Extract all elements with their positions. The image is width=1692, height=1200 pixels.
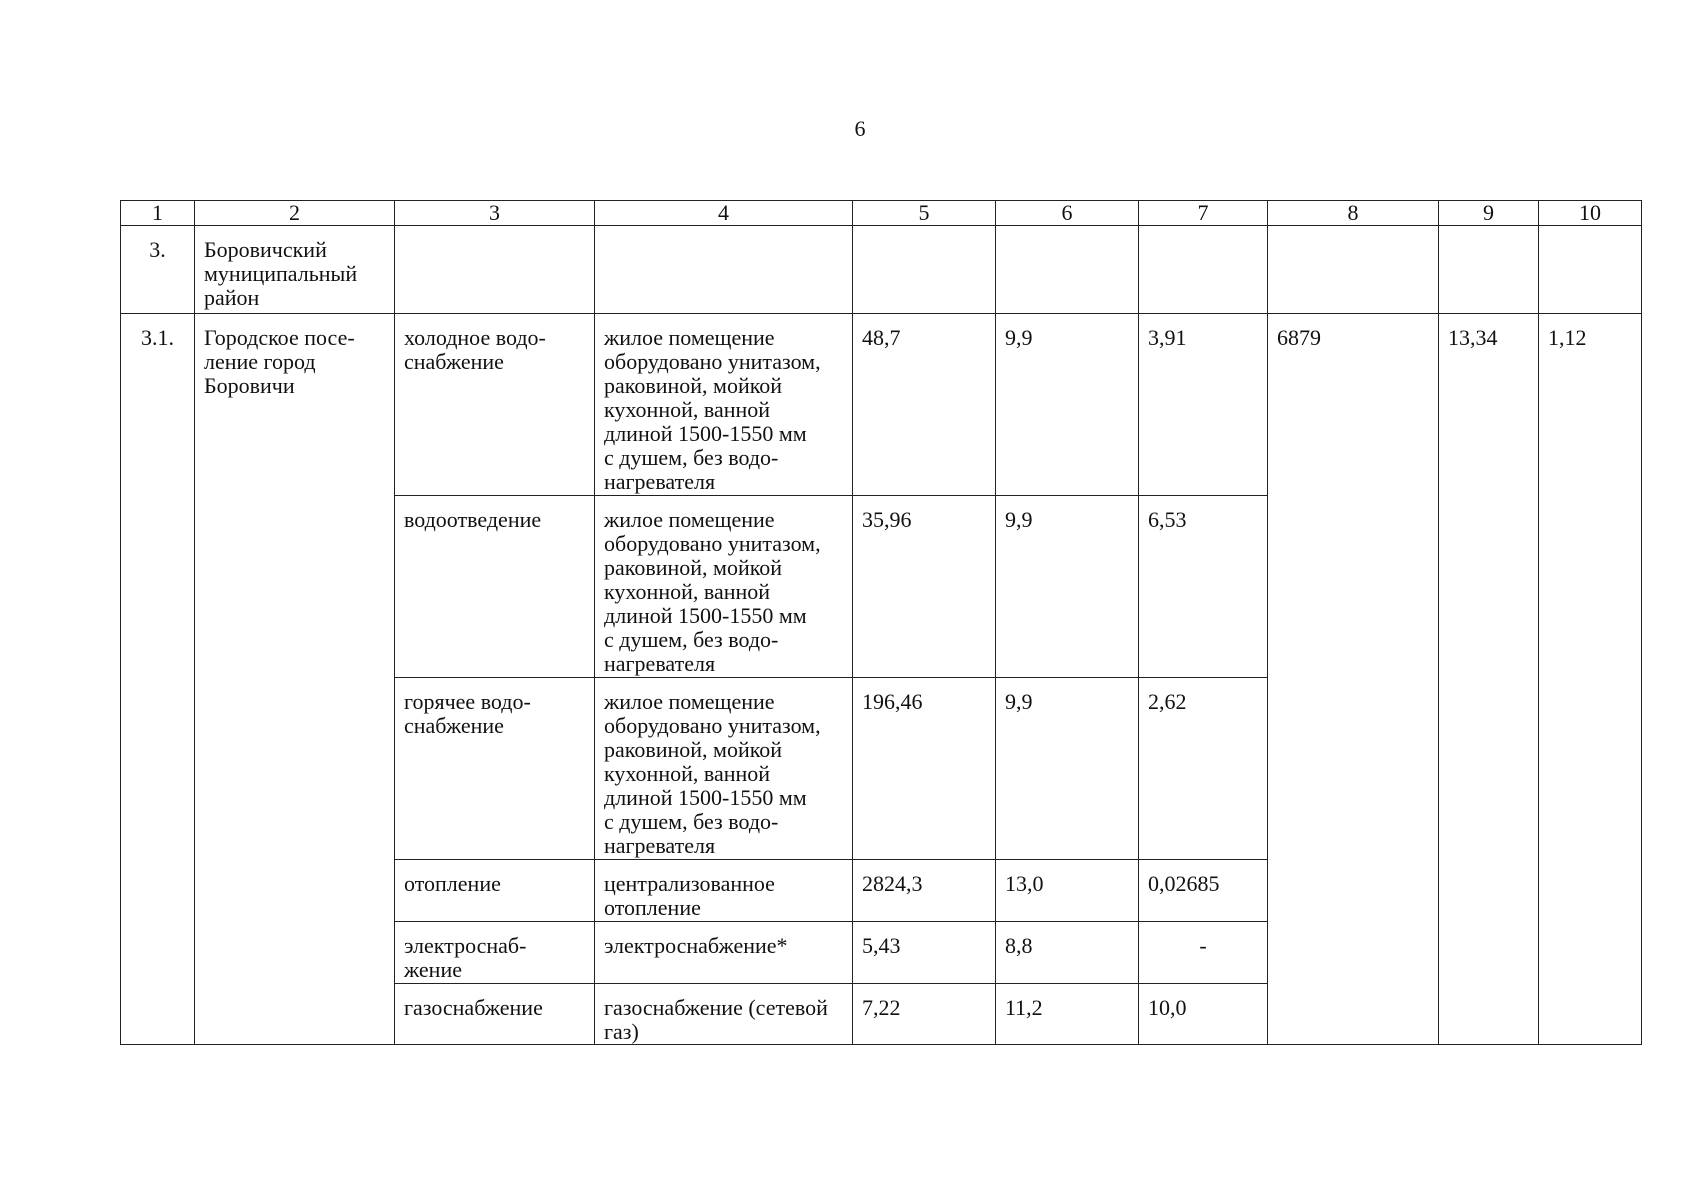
header-col-2: 2	[195, 201, 395, 226]
district-name: Боровичский муниципальный район	[195, 226, 395, 314]
header-col-3: 3	[395, 201, 595, 226]
service-description: электроснабжение*	[595, 922, 853, 984]
district-row	[121, 226, 1642, 314]
settlement-number: 3.1.	[121, 314, 195, 1045]
service-description: жилое помещение оборудовано унитазом, раковиной, мойкой кухонной, ванной длиной 1500-1550 мм с душем, без водо- нагревателя	[595, 678, 853, 860]
value-col-7: 3,91	[1139, 314, 1268, 496]
value-col-6: 9,9	[996, 496, 1139, 678]
value-col-6: 11,2	[996, 984, 1139, 1045]
service-name: горячее водо- снабжение	[395, 678, 595, 860]
header-col-6: 6	[996, 201, 1139, 226]
header-col-5: 5	[853, 201, 996, 226]
value-col-5: 7,22	[853, 984, 996, 1045]
service-name: водоотведение	[395, 496, 595, 678]
service-description: жилое помещение оборудовано унитазом, раковиной, мойкой кухонной, ванной длиной 1500-1550 мм с душем, без водо- нагревателя	[595, 314, 853, 496]
value-col-7: 2,62	[1139, 678, 1268, 860]
header-col-7: 7	[1139, 201, 1268, 226]
district-empty-4	[595, 226, 853, 314]
header-col-9: 9	[1439, 201, 1539, 226]
table-row	[121, 314, 1642, 496]
header-col-1: 1	[121, 201, 195, 226]
value-col-5: 48,7	[853, 314, 996, 496]
district-empty-8	[1268, 226, 1439, 314]
service-name: отопление	[395, 860, 595, 922]
district-empty-3	[395, 226, 595, 314]
value-col-6: 13,0	[996, 860, 1139, 922]
settlement-col-10: 1,12	[1539, 314, 1642, 1045]
service-name: электроснаб- жение	[395, 922, 595, 984]
service-name: газоснабжение	[395, 984, 595, 1045]
district-number: 3.	[121, 226, 195, 314]
value-col-6: 8,8	[996, 922, 1139, 984]
district-empty-9	[1439, 226, 1539, 314]
settlement-col-8: 6879	[1268, 314, 1439, 1045]
service-description: газоснабжение (сетевой газ)	[595, 984, 853, 1045]
header-col-8: 8	[1268, 201, 1439, 226]
value-col-5: 196,46	[853, 678, 996, 860]
value-col-6: 9,9	[996, 678, 1139, 860]
page-number: 6	[854, 116, 866, 141]
service-description: жилое помещение оборудовано унитазом, раковиной, мойкой кухонной, ванной длиной 1500-1550 мм с душем, без водо- нагревателя	[595, 496, 853, 678]
value-col-7: 6,53	[1139, 496, 1268, 678]
header-col-10: 10	[1539, 201, 1642, 226]
district-empty-10	[1539, 226, 1642, 314]
settlement-name: Городское посе- ление город Боровичи	[195, 314, 395, 1045]
value-col-5: 35,96	[853, 496, 996, 678]
header-col-4: 4	[595, 201, 853, 226]
settlement-col-9: 13,34	[1439, 314, 1539, 1045]
district-empty-6	[996, 226, 1139, 314]
value-col-7: -	[1139, 922, 1268, 984]
value-col-5: 5,43	[853, 922, 996, 984]
district-empty-7	[1139, 226, 1268, 314]
value-col-6: 9,9	[996, 314, 1139, 496]
value-col-7: 0,02685	[1139, 860, 1268, 922]
service-description: централизованное отопление	[595, 860, 853, 922]
service-name: холодное водо- снабжение	[395, 314, 595, 496]
header-row	[121, 201, 1642, 226]
value-col-7: 10,0	[1139, 984, 1268, 1045]
utilities-norms-table	[120, 200, 1642, 1045]
value-col-5: 2824,3	[853, 860, 996, 922]
district-empty-5	[853, 226, 996, 314]
